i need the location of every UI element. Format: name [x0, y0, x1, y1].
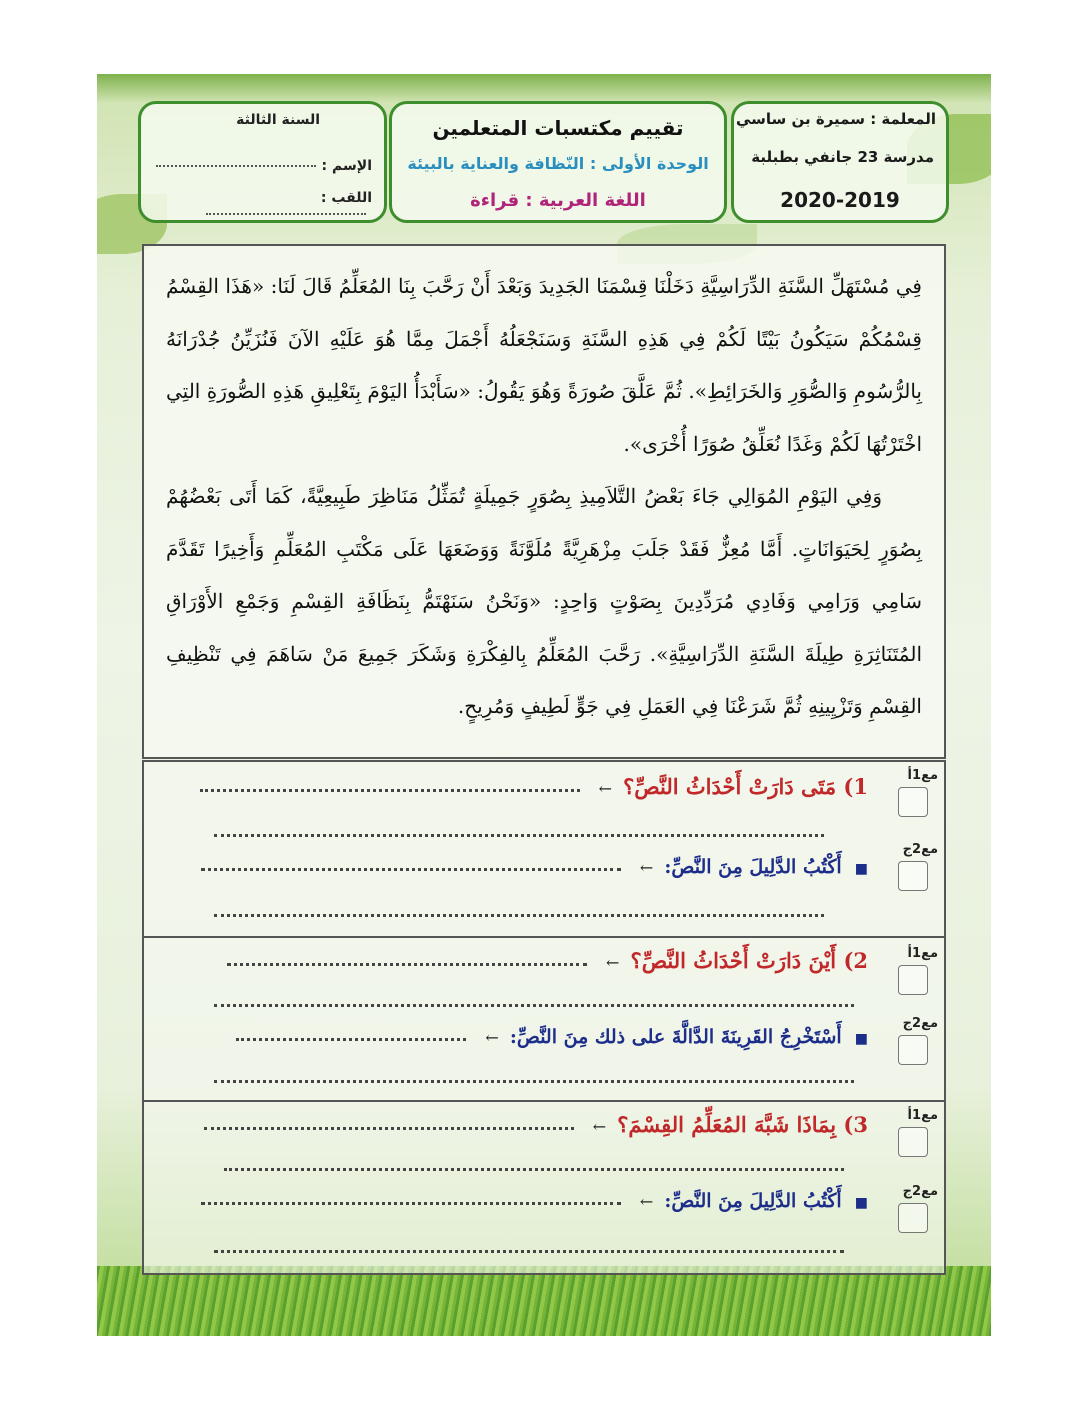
question-block-1	[144, 762, 944, 938]
teacher-name: المعلمة : سميرة بن ساسي	[735, 110, 936, 128]
question-3-text: 3) بِمَاذَا شَبَّهَ المُعَلِّمُ القِسْمَ؟	[617, 1112, 868, 1137]
grade-label: السنة الثالثة	[236, 112, 320, 128]
answer-line[interactable]	[224, 1168, 844, 1171]
surname-label: اللقب :	[320, 190, 372, 206]
question-2-sub-text: أَسْتَخْرِجُ القَرِينَةَ الدَّالَّةَ على ذلك مِنَ النَّصِّ:	[509, 1026, 842, 1048]
worksheet-sheet	[97, 74, 991, 1336]
criterion-a	[886, 1108, 938, 1157]
answer-line[interactable]	[214, 914, 824, 917]
question-3-sub	[201, 1190, 868, 1212]
passage-paragraph-2: وَفِي اليَوْمِ المُوَالِي جَاءَ بَعْضُ التَّلاَمِيذِ بِصُوَرٍ جَمِيلَةٍ تُمَثِّلُ مَنَاظِرَ طَبِيعِيَّةً، كَمَا أَتَى بَعْضُهُمْ بِصُوَرٍ لِحَيَوَانَاتٍ. أَمَّا مُعِزٌّ فَقَدْ جَلَبَ مِزْهَرِيَّةً مُلَوَّنَةً وَوَضَعَهَا عَلَى مَكْتَبِ المُعَلِّمِ وَأَخِيرًا تَقَدَّمَ سَامِي وَرَامِي وَفَادِي مُرَدِّدِينَ بِصَوْتٍ وَاحِدٍ: «وَنَحْنُ سَنَهْتَمُّ بِنَظَافَةِ القِسْمِ وَجَمْعِ الأَوْرَاقِ المُتَنَاثِرَةِ طِيلَةَ السَّنَةِ الدِّرَاسِيَّةِ». رَحَّبَ المُعَلِّمُ بِالفِكْرَةِ وَشَكَرَ جَمِيعَ مَنْ سَاهَمَ فِي تَنْظِيفِ القِسْمِ وَتَزْيِينِهِ ثُمَّ شَرَعْنَا فِي العَمَلِ فِي جَوٍّ لَطِيفٍ وَمُرِيحٍ.	[166, 484, 922, 718]
name-field[interactable]	[155, 158, 372, 174]
criterion-b	[886, 1184, 938, 1233]
teacher-info-box	[731, 101, 949, 223]
answer-line[interactable]	[204, 1125, 574, 1130]
criterion-a-label: مع1أ	[907, 1108, 938, 1123]
criterion-b-label: مع2ج	[902, 1184, 938, 1199]
criterion-b-label: مع2ج	[902, 1016, 938, 1031]
question-2-sub	[236, 1026, 868, 1048]
assessment-title-box	[389, 101, 727, 223]
school-year: 2020-2019	[780, 188, 900, 212]
subject-title: اللغة العربية : قراءة	[470, 190, 646, 211]
arrow-icon: ←	[592, 1117, 607, 1136]
questions-section	[142, 760, 946, 1275]
name-blank[interactable]	[156, 165, 316, 167]
arrow-icon: ←	[598, 779, 613, 798]
answer-line[interactable]	[236, 1036, 466, 1041]
answer-line[interactable]	[214, 1250, 844, 1253]
answer-line[interactable]	[201, 1200, 621, 1205]
bullet-icon: ■	[854, 1195, 868, 1211]
criterion-b	[886, 842, 938, 891]
unit-title: الوحدة الأولى : النّظافة والعناية بالبيئة	[407, 154, 709, 173]
question-1-sub	[201, 856, 868, 878]
answer-line[interactable]	[227, 961, 587, 966]
assessment-title: تقييم مكتسبات المتعلمين	[432, 116, 684, 140]
criterion-a	[886, 768, 938, 817]
question-1	[200, 774, 868, 799]
surname-field[interactable]	[155, 190, 372, 222]
score-box[interactable]	[898, 1035, 928, 1065]
question-block-3	[144, 1100, 944, 1273]
question-2	[227, 948, 868, 973]
question-block-2	[144, 936, 944, 1102]
answer-line[interactable]	[201, 866, 621, 871]
school-name: مدرسة 23 جانفي بطبلبة	[751, 148, 934, 166]
arrow-icon: ←	[485, 1028, 499, 1047]
criterion-a	[886, 946, 938, 995]
criterion-b-label: مع2ج	[902, 842, 938, 857]
score-box[interactable]	[898, 1127, 928, 1157]
surname-blank[interactable]	[206, 213, 366, 215]
score-box[interactable]	[898, 965, 928, 995]
arrow-icon: ←	[639, 1192, 654, 1211]
arrow-icon: ←	[606, 953, 620, 972]
bullet-icon: ■	[854, 1031, 868, 1047]
score-box[interactable]	[898, 787, 928, 817]
passage-paragraph-1: فِي مُسْتَهَلِّ السَّنَةِ الدِّرَاسِيَّةِ دَخَلْنَا قِسْمَنَا الجَدِيدَ وَبَعْدَ أَنْ رَحَّبَ بِنَا المُعَلِّمُ قَالَ لَنَا: «هَذَا القِسْمُ قِسْمُكُمْ سَيَكُونُ بَيْتًا لَكُمْ فِي هَذِهِ السَّنَةِ وَسَنَجْعَلُهُ أَجْمَلَ مِمَّا هُوَ عَلَيْهِ الآنَ فَنُزَيِّنُ جُدْرَانَهُ بِالرُّسُومِ وَالصُّوَرِ وَالخَرَائِطِ». ثُمَّ عَلَّقَ صُورَةً وَهُوَ يَقُولُ: «سَأَبْدَأُ اليَوْمَ بِتَعْلِيقِ هَذِهِ الصُّورَةِ التِي اخْتَرْتُهَا لَكُمْ وَغَدًا نُعَلِّقُ صُوَرًا أُخْرَى».	[166, 274, 922, 456]
question-1-sub-text: أَكْتُبُ الدَّلِيلَ مِنَ النَّصِّ:	[664, 856, 842, 878]
answer-line[interactable]	[214, 834, 824, 837]
question-3	[204, 1112, 868, 1137]
criterion-a-label: مع1أ	[907, 768, 938, 783]
name-label: الإسم :	[321, 158, 372, 174]
question-2-text: 2) أَيْنَ دَارَتْ أَحْدَاثُ النَّصِّ؟	[630, 948, 868, 973]
answer-line[interactable]	[200, 787, 580, 792]
foliage-top-decoration	[97, 74, 991, 102]
student-info-box	[138, 101, 387, 223]
criterion-b	[886, 1016, 938, 1065]
criterion-a-label: مع1أ	[907, 946, 938, 961]
answer-line[interactable]	[214, 1004, 854, 1007]
grass-bottom-decoration	[97, 1266, 991, 1336]
arrow-icon: ←	[639, 858, 654, 877]
reading-passage	[142, 244, 946, 759]
bullet-icon: ■	[854, 861, 868, 877]
score-box[interactable]	[898, 1203, 928, 1233]
answer-line[interactable]	[214, 1080, 854, 1083]
question-3-sub-text: أَكْتُبُ الدَّلِيلَ مِنَ النَّصِّ:	[664, 1190, 842, 1212]
question-1-text: 1) مَتَى دَارَتْ أَحْدَاثُ النَّصِّ؟	[623, 774, 868, 799]
score-box[interactable]	[898, 861, 928, 891]
